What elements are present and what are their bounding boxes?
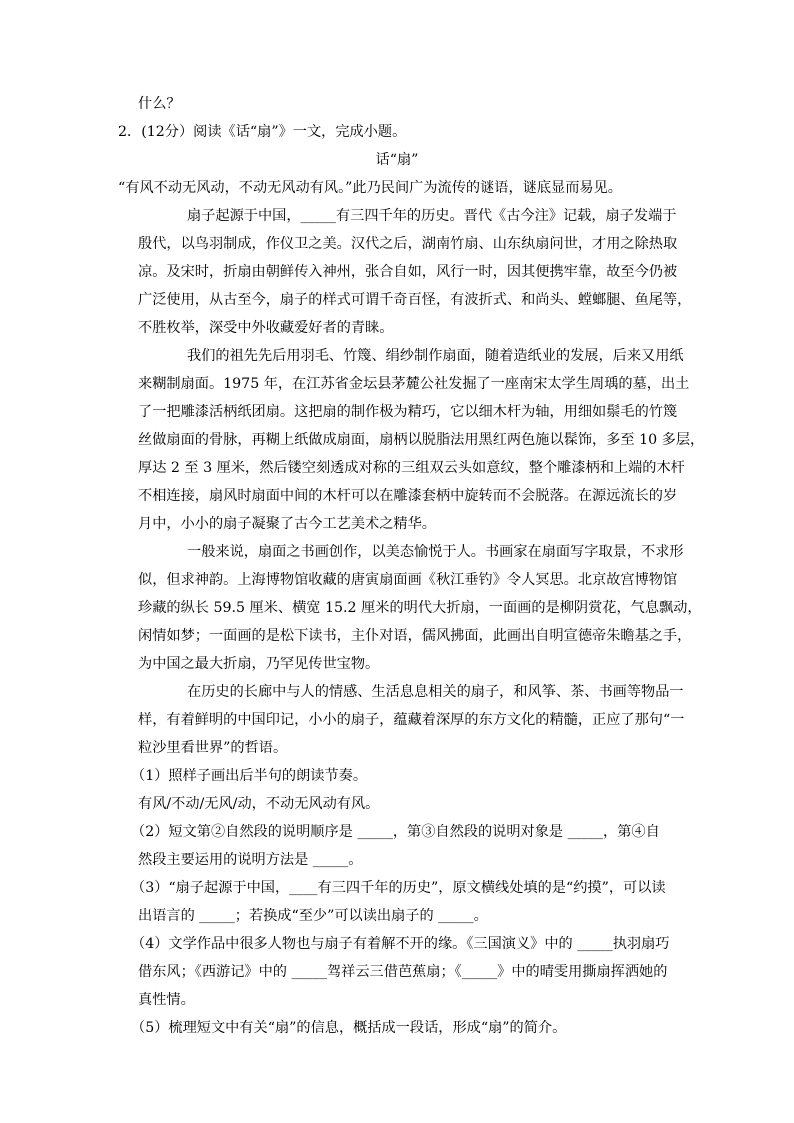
subquestion-2: （2）短文第②自然段的说明顺序是 _____，第③自然段的说明对象是 _____，第④自 (131, 824, 660, 840)
subquestion-2-cont: 然段主要运用的说明方法是 _____。 (138, 852, 363, 868)
paragraph-3-line: 似，但求神韵。上海博物馆收藏的唐寅扇面画《秋江垂钓》令人冥思。北京故宫博物馆 (138, 572, 678, 588)
subquestion-3: （3）“扇子起源于中国，____有三四千年的历史”，原文横线处填的是“约摸”，可以读 (131, 880, 666, 896)
paragraph-3-line: 珍藏的纵长 59.5 厘米、横宽 15.2 厘米的明代大折扇，一面画的是柳阴赏花，气息飘动， (138, 600, 702, 616)
paragraph-2-line: 我们的祖先先后用羽毛、竹篾、绢纱制作扇面，随着造纸业的发展，后来又用纸 (187, 348, 684, 364)
paragraph-4-line: 样，有着鲜明的中国印记，小小的扇子，蕴藏着深厚的东方文化的精髓，正应了那句“一 (138, 712, 685, 728)
paragraph-1-line: 不胜枚举，深受中外收藏爱好者的青睐。 (138, 320, 394, 336)
paragraph-1-line: 扇子起源于中国，_____有三四千年的历史。晋代《古今注》记载，扇子发端于 (187, 208, 677, 224)
subquestion-4-cont: 真性情。 (138, 992, 195, 1008)
subquestion-1-example: 有风/不动/无风/动，不动无风动有风。 (138, 796, 380, 812)
subquestion-5: （5）梳理短文中有关“扇”的信息，概括成一段话，形成“扇”的简介。 (131, 1020, 567, 1036)
paragraph-3-line: 一般来说，扇面之书画创作，以美态愉悦于人。书画家在扇面写字取景，不求形 (187, 544, 684, 560)
paragraph-2-line: 厚达 2 至 3 厘米，然后镂空刻透成对称的三组双云头如意纹，整个雕漆柄和上端的木杆 (138, 460, 685, 476)
paragraph-2-line: 丝做扇面的骨脉，再糊上纸做成扇面，扇柄以脱脂法用黑红两色施以髹饰，多至 10 多层， (138, 432, 705, 448)
paragraph-4-line: 粒沙里看世界”的哲语。 (138, 740, 288, 756)
article-riddle: “有风不动无风动，不动无风动有风。”此乃民间广为流传的谜语，谜底显而易见。 (118, 180, 622, 196)
paragraph-4-line: 在历史的长廊中与人的情感、生活息息相关的扇子，和风筝、茶、书画等物品一 (187, 684, 684, 700)
paragraph-2-line: 月中，小小的扇子凝聚了古今工艺美术之精华。 (138, 516, 436, 532)
paragraph-1-line: 殷代，以鸟羽制成，作仪卫之美。汉代之后，湖南竹扇、山东纨扇问世，才用之除热取 (138, 236, 678, 252)
question-2-header: 2．(12分）阅读《话“扇”》一文，完成小题。 (118, 124, 407, 140)
paragraph-3-line: 为中国之最大折扇，乃罕见传世宝物。 (138, 656, 380, 672)
paragraph-2-line: 来糊制扇面。1975 年，在江苏省金坛县茅麓公社发掘了一座南宋太学生周瑀的墓，出土 (138, 376, 690, 392)
paragraph-1-line: 凉。及宋时，折扇由朝鲜传入神州，张合自如，风行一时，因其便携牢靠，故至今仍被 (138, 264, 678, 280)
paragraph-1-line: 广泛使用，从古至今，扇子的样式可谓千奇百怪，有波折式、和尚头、螳螂腿、鱼尾等， (138, 292, 692, 308)
subquestion-4: （4）文学作品中很多人物也与扇子有着解不开的缘。《三国演义》中的 _____执羽扇巧 (131, 936, 670, 952)
previous-question-tail: 什么？ (138, 96, 181, 112)
article-title: 话“扇” (375, 152, 419, 168)
subquestion-3-cont: 出语言的 _____；若换成“至少”可以读出扇子的 _____。 (138, 908, 488, 924)
subquestion-1: （1）照样子画出后半句的朗读节奏。 (131, 768, 368, 784)
subquestion-4-cont: 借东风；《西游记》中的 _____驾祥云三借芭蕉扇；《_____》中的晴雯用撕扇挥洒她的 (138, 964, 668, 980)
paragraph-3-line: 闲情如梦；一面画的是松下读书，主仆对语，儒风拂面，此画出自明宣德帝朱瞻基之手， (138, 628, 692, 644)
paragraph-2-line: 不相连接，扇风时扇面中间的木杆可以在雕漆套柄中旋转而不会脱落。在源远流长的岁 (138, 488, 678, 504)
paragraph-2-line: 了一把雕漆活柄纸团扇。这把扇的制作极为精巧，它以细木杆为轴，用细如鬃毛的竹篾 (138, 404, 678, 420)
